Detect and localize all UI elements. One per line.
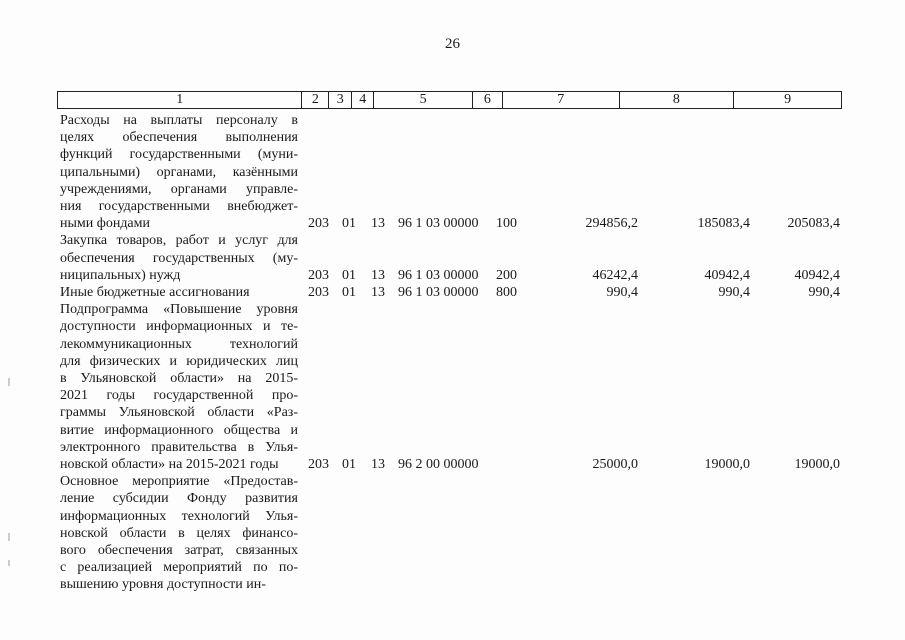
description-line: для физических и юридических лиц bbox=[60, 353, 298, 369]
amount-col-8: 990,4 bbox=[718, 285, 750, 300]
description-line: ципальными) органами, казёнными bbox=[60, 164, 298, 180]
amount-col-8: 40942,4 bbox=[704, 267, 750, 283]
target-article: 96 1 03 00000 bbox=[398, 267, 479, 283]
section-code: 01 bbox=[342, 456, 356, 472]
ministry-code: 203 bbox=[308, 285, 329, 300]
row-description bbox=[60, 232, 298, 284]
section-code: 01 bbox=[342, 285, 356, 300]
description-line: ление субсидии Фонду развития bbox=[60, 491, 298, 507]
description-line: электронного правительства в Улья- bbox=[60, 439, 298, 455]
subsection-code: 13 bbox=[371, 285, 385, 300]
margin-mark bbox=[8, 378, 10, 386]
description-line: ными фондами bbox=[60, 216, 151, 232]
description-line: вышению уровня доступности ин- bbox=[60, 577, 266, 593]
description-line: Основное мероприятие «Предостав- bbox=[60, 474, 298, 490]
expense-type: 800 bbox=[496, 285, 517, 300]
header-col-9: 9 bbox=[784, 92, 792, 107]
description-line: информационных технологий Улья- bbox=[60, 508, 298, 524]
target-article: 96 2 00 00000 bbox=[398, 456, 479, 472]
description-line: Закупка товаров, работ и услуг для bbox=[60, 233, 298, 249]
amount-col-7: 990,4 bbox=[606, 285, 638, 300]
header-col-8: 8 bbox=[620, 92, 735, 108]
row-description bbox=[60, 473, 298, 593]
expense-type: 100 bbox=[496, 216, 517, 232]
amount-col-7: 46242,4 bbox=[592, 267, 638, 283]
description-line: с реализацией мероприятий по по- bbox=[60, 560, 298, 576]
description-line: 2021 годы государственной про- bbox=[60, 388, 298, 404]
section-code: 01 bbox=[342, 267, 356, 283]
description-line: Расходы на выплаты персоналу в bbox=[60, 113, 298, 128]
subsection-code: 13 bbox=[371, 456, 385, 472]
description-line: учреждениями, органами управле- bbox=[60, 181, 298, 197]
table-header bbox=[57, 91, 842, 109]
section-code: 01 bbox=[342, 216, 356, 232]
target-article: 96 1 03 00000 bbox=[398, 285, 479, 300]
description-line: новской области» на 2015-2021 годы bbox=[60, 457, 279, 473]
ministry-code: 203 bbox=[308, 216, 329, 232]
amount-col-8: 19000,0 bbox=[704, 456, 750, 472]
description-line: обеспечения государственных (му- bbox=[60, 250, 298, 266]
amount-col-7: 294856,2 bbox=[585, 216, 638, 232]
expense-type: 200 bbox=[496, 267, 517, 283]
ministry-code: 203 bbox=[308, 267, 329, 283]
subsection-code: 13 bbox=[371, 216, 385, 232]
amount-col-9: 205083,4 bbox=[787, 216, 840, 232]
amount-col-9: 40942,4 bbox=[794, 267, 840, 283]
description-line: в Ульяновской области» на 2015- bbox=[60, 371, 298, 386]
description-line: доступности информационных и те- bbox=[60, 319, 298, 335]
header-col-6: 6 bbox=[473, 92, 503, 108]
row-description bbox=[60, 112, 298, 232]
amount-col-8: 185083,4 bbox=[697, 216, 750, 232]
header-col-7: 7 bbox=[503, 92, 620, 108]
amount-col-7: 25000,0 bbox=[592, 456, 638, 472]
description-line: лекоммуникационных технологий bbox=[60, 336, 298, 352]
description-line: вого обеспечения затрат, связанных bbox=[60, 543, 298, 558]
amount-col-9: 990,4 bbox=[808, 285, 840, 300]
description-line: граммы Ульяновской области «Раз- bbox=[60, 405, 298, 421]
row-description bbox=[60, 301, 298, 473]
header-col-4: 4 bbox=[352, 92, 374, 108]
row-description bbox=[60, 284, 298, 301]
description-line: витие информационного общества и bbox=[60, 422, 298, 438]
description-line: Иные бюджетные ассигнования bbox=[60, 285, 250, 300]
description-line: ниципальных) нужд bbox=[60, 267, 181, 283]
header-col-2: 2 bbox=[302, 92, 329, 108]
description-line: функций государственными (муни- bbox=[60, 147, 298, 163]
amount-col-9: 19000,0 bbox=[794, 456, 840, 472]
header-col-5: 5 bbox=[374, 92, 473, 108]
page-number: 26 bbox=[445, 36, 460, 52]
description-line: ния государственными внебюджет- bbox=[60, 199, 298, 215]
subsection-code: 13 bbox=[371, 267, 385, 283]
description-line: целях обеспечения выполнения bbox=[60, 130, 298, 146]
description-line: новской области в целях финансо- bbox=[60, 525, 298, 541]
margin-mark bbox=[8, 533, 10, 541]
margin-mark bbox=[8, 560, 10, 566]
ministry-code: 203 bbox=[308, 456, 329, 472]
header-col-1: 1 bbox=[58, 92, 302, 108]
description-line: Подпрограмма «Повышение уровня bbox=[60, 302, 298, 318]
target-article: 96 1 03 00000 bbox=[398, 216, 479, 232]
header-col-3: 3 bbox=[329, 92, 352, 108]
